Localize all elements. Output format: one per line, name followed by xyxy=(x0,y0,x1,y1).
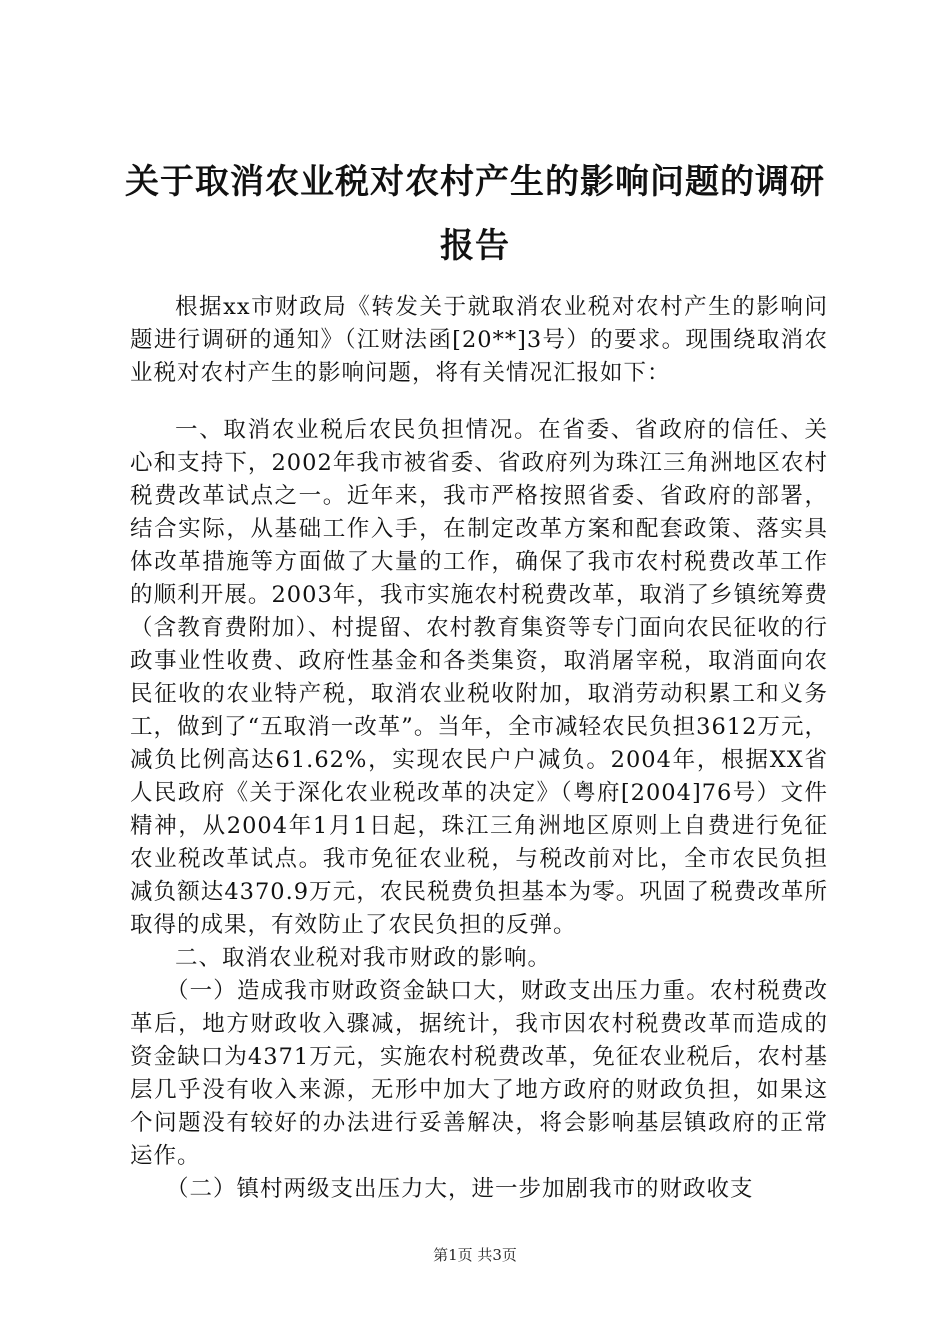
document-title-line-2: 报告 xyxy=(440,226,510,266)
page-number-footer: 第1页 共3页 xyxy=(433,1246,517,1264)
paragraph-section-2-item-2: （二）镇村两级支出压力大，进一步加剧我市的财政收支 xyxy=(166,1176,754,1202)
paragraph-section-1: 一、取消农业税后农民负担情况。在省委、省政府的信任、关心和支持下，2002年我市被省委、省政府列为珠江三角洲地区农村税费改革试点之一。近年来，我市严格按照省委、省政府的部署，结合实际，从基础工作入手，在制定改革方案和配套政策、落实具体改革措施等方面做了大量的工作，确保了我市农村税费改革工作的顺利开展。2003年，我市实施农村税费改革，取消了乡镇统筹费（含教育费附加）、村提留、农村教育集资等专门面向农民征收的行政事业性收费、政府性基金和各类集资，取消屠宰税，取消面向农民征收的农业特产税，取消农业税收附加，取消劳动积累工和义务工，做到了“五取消一改革”。当年，全市减轻农民负担3612万元，减负比例高达61.62%，实现农民户户减负。2004年，根据XX省人民政府《关于深化农业税改革的决定》（粤府[2004]76号）文件精神，从2004年1月1日起，珠江三角洲地区原则上自费进行免征农业税改革试点。我市免征农业税，与税改前对比，全市农民负担减负额达4370.9万元，农民税费负担基本为零。巩固了税费改革所取得的成果，有效防止了农民负担的反弹。 xyxy=(130,417,828,938)
document-title-line-1: 关于取消农业税对农村产生的影响问题的调研 xyxy=(125,162,825,202)
paragraph-section-2-item-1: （一）造成我市财政资金缺口大，财政支出压力重。农村税费改革后，地方财政收入骤减，据统计，我市因农村税费改革而造成的资金缺口为4371万元，实施农村税费改革，免征农业税后，农村基层几乎没有收入来源，无形中加大了地方政府的财政负担，如果这个问题没有较好的办法进行妥善解决，将会影响基层镇政府的正常运作。 xyxy=(130,978,828,1169)
paragraph-section-2-heading: 二、取消农业税对我市财政的影响。 xyxy=(175,945,552,971)
document-body xyxy=(130,291,828,1206)
paragraph-intro: 根据xx市财政局《转发关于就取消农业税对农村产生的影响问题进行调研的通知》（江财法函[20**]3号）的要求。现围绕取消农业税对农村产生的影响问题，将有关情况汇报如下： xyxy=(130,294,828,386)
